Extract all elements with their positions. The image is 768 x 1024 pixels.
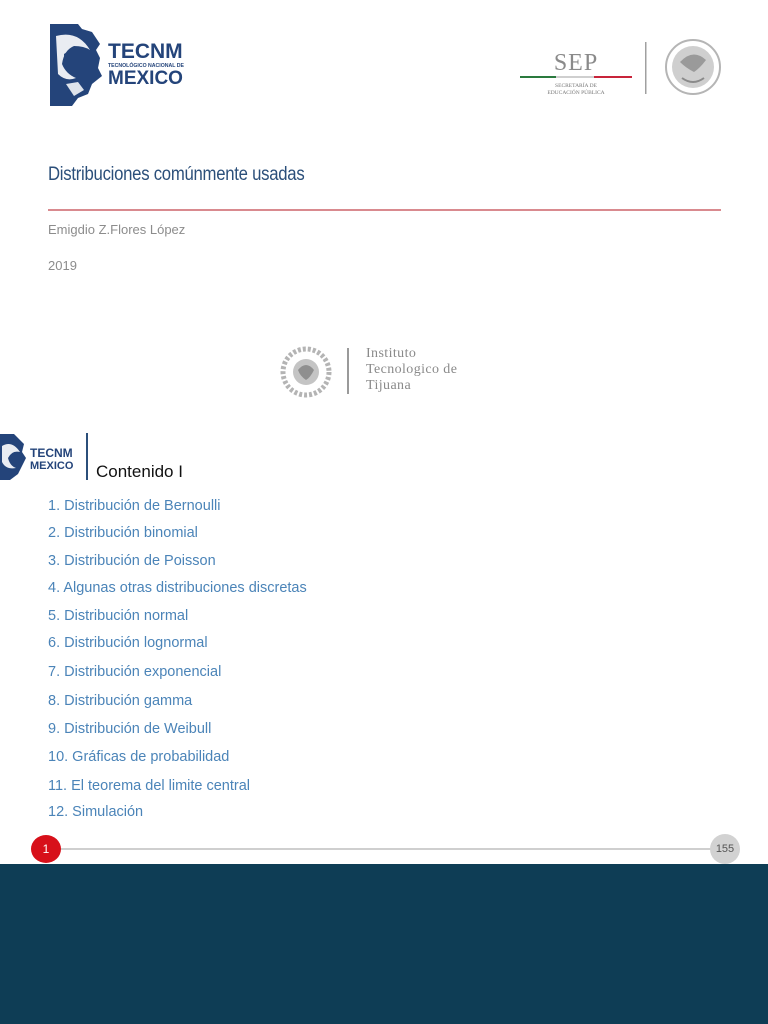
toc-item[interactable]: 8. Distribución gamma — [48, 693, 193, 709]
toc-item[interactable]: 4. Algunas otras distribuciones discretas — [48, 580, 307, 596]
itt-line1: Instituto — [366, 346, 417, 361]
toc-item[interactable]: 1. Distribución de Bernoulli — [48, 498, 221, 514]
sep-line2: EDUCACIÓN PÚBLICA — [547, 90, 605, 96]
tecnm-logo — [48, 24, 188, 106]
tecnm-gear-small-icon — [0, 434, 26, 480]
contents-title: Contenido I — [96, 462, 183, 481]
tecnm-gear-logo-icon — [50, 24, 102, 106]
toc-item[interactable]: 11. El teorema del limite central — [48, 778, 251, 794]
toc-item[interactable]: 6. Distribución lognormal — [48, 635, 208, 651]
publication-year: 2019 — [48, 258, 77, 273]
mexican-coat-of-arms-icon — [666, 40, 720, 94]
total-pages-badge[interactable]: 155 — [710, 834, 740, 864]
toc-item[interactable]: 3. Distribución de Poisson — [48, 553, 216, 569]
toc-item[interactable]: 10. Gráficas de probabilidad — [48, 749, 230, 765]
title-divider — [48, 209, 721, 211]
toc-item[interactable]: 9. Distribución de Weibull — [48, 721, 212, 737]
itt-line2: Tecnologico de — [366, 362, 458, 377]
toc-item[interactable]: 7. Distribución exponencial — [48, 664, 222, 680]
tecnm-small-logo — [0, 432, 90, 482]
itt-line3: Tijuana — [366, 378, 412, 393]
author-name: Emigdio Z.Flores López — [48, 222, 186, 237]
tecnm-logo-line2: TECNOLÓGICO NACIONAL DE — [108, 63, 184, 69]
sep-logo — [518, 38, 724, 98]
itt-divider — [347, 348, 349, 394]
itt-seal-icon — [280, 346, 332, 398]
tecnm-logo-line3: MEXICO — [108, 68, 183, 89]
header-divider — [86, 433, 88, 480]
toc-item[interactable]: 5. Distribución normal — [48, 608, 189, 624]
current-page-badge[interactable]: 1 — [31, 835, 61, 863]
itt-name — [366, 346, 457, 394]
tecnm-logo-line1: TECNM — [108, 40, 183, 63]
page-progress-track[interactable] — [46, 848, 726, 850]
document-title: Distribuciones comúnmente usadas — [48, 164, 305, 185]
toc-item[interactable]: 12. Simulación — [48, 804, 144, 820]
footer-band — [0, 864, 768, 1024]
itt-logo — [280, 344, 490, 400]
small-logo-line2: MEXICO — [30, 460, 74, 472]
sep-acronym: SEP — [553, 50, 599, 76]
sep-line1: SECRETARÍA DE — [555, 83, 597, 89]
small-logo-line1: TECNM — [30, 446, 73, 460]
toc-item[interactable]: 2. Distribución binomial — [48, 525, 198, 541]
